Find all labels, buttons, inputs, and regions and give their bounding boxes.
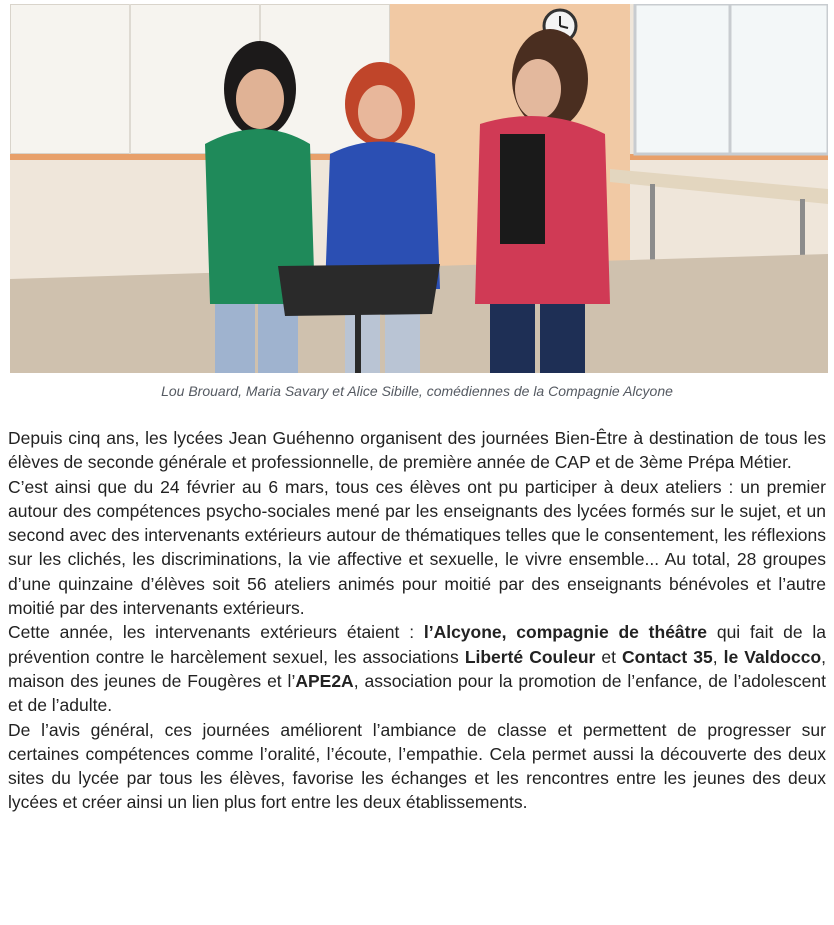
paragraph-intervenants bbox=[8, 620, 826, 717]
bold-contact-35: Contact 35 bbox=[622, 646, 713, 667]
text-segment: , bbox=[712, 646, 724, 667]
text-segment: , association pour la promotion de l’enfance, de l’adolescent et de l’adulte. bbox=[8, 670, 827, 716]
text-segment: et bbox=[595, 646, 623, 667]
bold-valdocco: le Valdocco bbox=[723, 646, 822, 667]
photo-caption: Lou Brouard, Maria Savary et Alice Sibille, comédiennes de la Compagnie Alcyone bbox=[161, 383, 673, 399]
bold-alcyone: l’Alcyone, compagnie de théâtre bbox=[423, 622, 708, 643]
bold-ape2a: APE2A bbox=[295, 670, 354, 691]
article-body bbox=[8, 426, 826, 815]
text-segment: Cette année, les intervenants extérieurs étaient : bbox=[8, 622, 424, 643]
article-photo bbox=[10, 4, 828, 373]
paragraph-conclusion: De l’avis général, ces journées améliorent l’ambiance de classe et permettent de progresser sur certaines compétences comme l’oralité, l’écoute, l’empathie. Cela permet aussi la découverte des deux sites du lycée par tous les élèves, favorise les échanges et les rencontres entre les jeunes des deux lycées et créer ainsi un lien plus fort entre les deux établissements. bbox=[8, 719, 826, 813]
text-segment: qui fait de la prévention contre le harcèlement sexuel, les associations bbox=[8, 622, 826, 667]
photo-illustration bbox=[10, 4, 828, 373]
text-segment: , maison des jeunes de Fougères et l’ bbox=[8, 646, 827, 691]
paragraph-intro: Depuis cinq ans, les lycées Jean Guéhenno organisent des journées Bien-Être à destination de tous les élèves de seconde générale et professionnelle, de première année de CAP et de 3ème Prépa Métier. bbox=[8, 428, 826, 473]
paragraph-ateliers: C’est ainsi que du 24 février au 6 mars, tous ces élèves ont pu participer à deux ateliers : un premier autour des compétences psycho-sociales mené par les enseignants des lycées formés sur le sujet, et un second avec des intervenants extérieurs autour de thématiques telles que le consentement, les réflexions sur les clichés, les discriminations, la vie affective et sexuelle, le vivre ensemble... Au total, 28 groupes d’une quinzaine d’élèves soit 56 ateliers animés pour moitié par des enseignants bénévoles et l’autre moitié par des intervenants extérieurs. bbox=[8, 476, 826, 619]
bold-liberte-couleur: Liberté Couleur bbox=[464, 646, 596, 667]
